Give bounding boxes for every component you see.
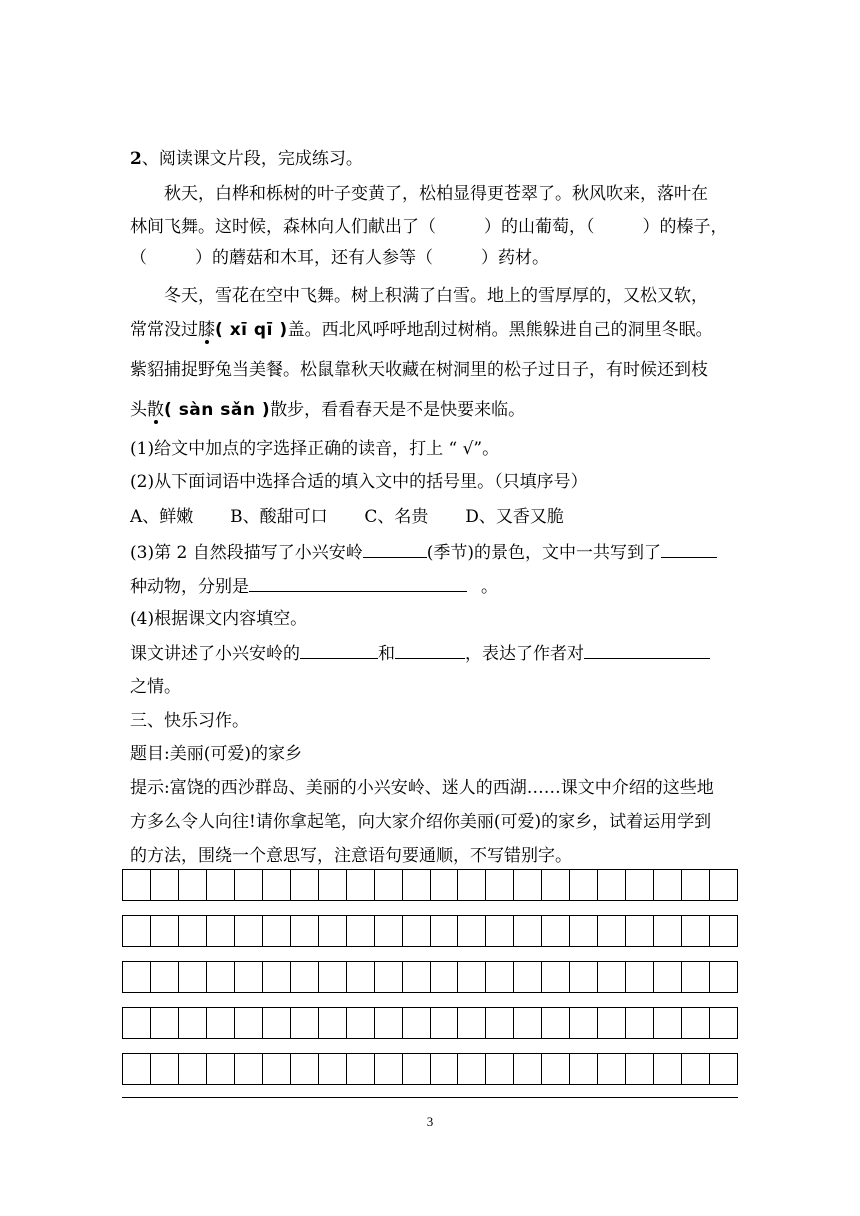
question-2: (2)从下面词语中选择合适的填入文中的括号里。（只填序号） [130,472,588,492]
writing-grid-cell[interactable] [654,1054,682,1085]
essay-hint-line: 的方法，围绕一个意思写，注意语句要通顺，不写错别字。 [130,846,572,866]
option-a: A、鲜嫩 [130,507,194,527]
writing-grid-cell[interactable] [431,1008,459,1039]
question-text: 课文讲述了小兴安岭的 [130,644,300,664]
writing-grid-cell[interactable] [403,870,431,901]
writing-grid-cell[interactable] [403,1054,431,1085]
writing-grid-cell[interactable] [486,870,514,901]
section3-heading: 三、快乐习作。 [130,711,249,731]
writing-grid-cell[interactable] [375,870,403,901]
writing-grid-cell[interactable] [682,916,710,947]
writing-grid-cell[interactable] [431,870,459,901]
writing-grid-cell[interactable] [682,870,710,901]
dotted-character: 散 [147,400,164,420]
writing-grid-cell[interactable] [598,1008,626,1039]
question-text: ，表达了作者对 [465,644,584,664]
writing-grid-cell[interactable] [319,870,347,901]
writing-grid-cell[interactable] [710,1054,738,1085]
writing-grid-cell[interactable] [123,962,151,993]
writing-grid-cell[interactable] [458,962,486,993]
section2-heading-text: 、阅读课文片段，完成练习。 [141,149,363,169]
writing-grid-cell[interactable] [654,1008,682,1039]
writing-grid-cell[interactable] [207,1054,235,1085]
pinyin-options: ( xī qī ) [215,320,288,340]
answer-blank[interactable] [395,640,465,659]
writing-grid-cell[interactable] [403,962,431,993]
question-text: 种动物，分别是 [130,577,249,597]
writing-grid-cell[interactable] [291,962,319,993]
writing-grid-cell[interactable] [542,870,570,901]
writing-grid-cell[interactable] [179,916,207,947]
writing-grid-cell[interactable] [431,962,459,993]
writing-grid-cell[interactable] [514,916,542,947]
writing-grid-cell[interactable] [347,1054,375,1085]
passage-line: 紫貂捕捉野兔当美餐。松鼠靠秋天收藏在树洞里的松子过日子，有时候还到枝 [130,360,708,380]
answer-blank[interactable] [249,573,467,592]
writing-grid-cell[interactable] [542,962,570,993]
writing-grid-cell[interactable] [598,1054,626,1085]
writing-grid-cell[interactable] [403,1008,431,1039]
writing-grid-cell[interactable] [431,916,459,947]
writing-grid-cell[interactable] [235,1054,263,1085]
passage-text: ）的山葡萄，（ [484,217,595,237]
writing-grid-cell[interactable] [654,916,682,947]
writing-grid-cell[interactable] [263,870,291,901]
passage-text: 盖。西北风呼呼地刮过树梢。黑熊躲进自己的洞里冬眠。 [287,320,713,340]
writing-grid-cell[interactable] [682,1054,710,1085]
writing-grid-cell[interactable] [626,870,654,901]
writing-grid-cell[interactable] [570,962,598,993]
question-text: (季节)的景色，文中一共写到了 [426,543,661,563]
section2-number: 2 [130,149,142,169]
question-text: 和 [378,644,395,664]
option-d: D、又香又脆 [465,507,564,527]
writing-grid-cell[interactable] [263,1054,291,1085]
writing-grid-row[interactable] [122,1053,738,1085]
writing-grid-cell[interactable] [458,1054,486,1085]
page-number: 3 [426,1114,434,1129]
writing-grid-cell[interactable] [207,1008,235,1039]
writing-grid-cell[interactable] [151,916,179,947]
passage-line [130,245,740,271]
writing-grid-cell[interactable] [598,916,626,947]
passage-line [130,214,740,240]
writing-grid-cell[interactable] [235,962,263,993]
writing-grid-cell[interactable] [710,870,738,901]
passage-text: ）药材。 [481,248,549,268]
writing-grid-cell[interactable] [458,916,486,947]
writing-grid-cell[interactable] [179,1008,207,1039]
writing-grid-cell[interactable] [570,916,598,947]
passage-line: 秋天，白桦和栎树的叶子变黄了，松柏显得更苍翠了。秋风吹来，落叶在 [164,184,708,204]
writing-grid-row[interactable] [122,1007,738,1039]
writing-grid-cell[interactable] [263,916,291,947]
writing-grid-row[interactable] [122,961,738,993]
writing-grid-cell[interactable] [319,1054,347,1085]
writing-grid-cell[interactable] [486,1008,514,1039]
writing-grid-cell[interactable] [598,962,626,993]
section2-heading [130,146,740,172]
question-4-end: 之情。 [130,677,181,697]
writing-grid-cell[interactable] [654,870,682,901]
writing-grid-row[interactable] [122,915,738,947]
writing-grid-cell[interactable] [319,962,347,993]
writing-grid-cell[interactable] [207,870,235,901]
writing-grid-cell[interactable] [151,962,179,993]
passage-line: 冬天，雪花在空中飞舞。树上积满了白雪。地上的雪厚厚的，又松又软， [164,286,708,306]
word-options [130,504,740,530]
answer-blank[interactable] [300,640,378,659]
answer-blank[interactable] [363,539,427,558]
writing-grid-cell[interactable] [151,1008,179,1039]
writing-grid-cell[interactable] [710,916,738,947]
writing-grid-cell[interactable] [375,1008,403,1039]
writing-grid-cell[interactable] [235,870,263,901]
writing-grid-cell[interactable] [375,962,403,993]
writing-grid-cell[interactable] [710,962,738,993]
question-text: (3)第 2 自然段描写了小兴安岭 [130,543,363,563]
writing-grid-cell[interactable] [207,916,235,947]
writing-grid-cell[interactable] [403,916,431,947]
writing-grid-cell[interactable] [291,870,319,901]
writing-grid-cell[interactable] [626,962,654,993]
passage-line [130,317,740,343]
question-4: (4)根据课文内容填空。 [130,609,308,629]
essay-hint-line: 提示:富饶的西沙群岛、美丽的小兴安岭、迷人的西湖……课文中介绍的这些地 [130,778,714,798]
writing-grid-cell[interactable] [710,1008,738,1039]
question-1: (1)给文中加点的字选择正确的读音，打上 “ √”。 [130,439,500,459]
answer-blank[interactable] [661,539,717,558]
footer-divider [122,1097,738,1098]
writing-grid-cell[interactable] [123,870,151,901]
writing-grid-cell[interactable] [514,1008,542,1039]
passage-text: ）的蘑菇和木耳，还有人参等（ [195,248,433,268]
essay-title: 题目:美丽(可爱)的家乡 [130,744,302,764]
writing-grid-cell[interactable] [458,870,486,901]
writing-grid-cell[interactable] [123,1008,151,1039]
writing-grid-cell[interactable] [179,1054,207,1085]
writing-grid-cell[interactable] [514,962,542,993]
writing-grid-cell[interactable] [542,1054,570,1085]
writing-grid-cell[interactable] [347,870,375,901]
option-c: C、名贵 [364,507,429,527]
writing-grid-cell[interactable] [291,1008,319,1039]
essay-hint-line: 方多么令人向往!请你拿起笔，向大家介绍你美丽(可爱)的家乡，试着运用学到 [130,812,712,832]
writing-grid-cell[interactable] [486,962,514,993]
dotted-character: 膝 [198,320,215,340]
pinyin-options: ( sàn sǎn ) [164,400,271,420]
writing-grid-cell[interactable] [235,916,263,947]
writing-grid-cell[interactable] [235,1008,263,1039]
writing-grid-cell[interactable] [458,1008,486,1039]
writing-grid-cell[interactable] [291,1054,319,1085]
writing-grid-cell[interactable] [263,962,291,993]
writing-grid-cell[interactable] [375,1054,403,1085]
passage-text: 头 [130,400,147,420]
writing-grid-cell[interactable] [682,962,710,993]
option-b: B、酸甜可口 [230,507,328,527]
writing-grid-cell[interactable] [514,870,542,901]
writing-grid-cell[interactable] [431,1054,459,1085]
passage-text: ）的榛子， [642,217,728,237]
writing-grid-cell[interactable] [319,1008,347,1039]
writing-grid-cell[interactable] [514,1054,542,1085]
answer-blank[interactable] [584,640,710,659]
passage-line [130,397,740,423]
question-4-fill [130,640,740,667]
writing-grid-cell[interactable] [263,1008,291,1039]
writing-grid-cell[interactable] [291,916,319,947]
passage-text: （ [130,248,147,268]
writing-grid-cell[interactable] [123,916,151,947]
writing-grid-cell[interactable] [375,916,403,947]
writing-grid-cell[interactable] [486,916,514,947]
passage-text: 林间飞舞。这时候，森林向人们献出了（ [130,217,436,237]
question-text: 。 [481,577,498,597]
writing-grid-cell[interactable] [542,1008,570,1039]
writing-grid-cell[interactable] [486,1054,514,1085]
writing-grid-cell[interactable] [626,1054,654,1085]
writing-grid-cell[interactable] [151,870,179,901]
writing-grid-cell[interactable] [207,962,235,993]
question-3-cont [130,573,740,600]
writing-grid-cell[interactable] [542,916,570,947]
writing-grid-row[interactable] [122,869,738,901]
writing-grid-cell[interactable] [347,1008,375,1039]
writing-grid-cell[interactable] [179,870,207,901]
writing-grid-cell[interactable] [570,1008,598,1039]
writing-grid-cell[interactable] [626,1008,654,1039]
writing-grid-cell[interactable] [598,870,626,901]
writing-grid-cell[interactable] [347,916,375,947]
writing-grid-cell[interactable] [179,962,207,993]
passage-text: 散步，看看春天是不是快要来临。 [270,400,526,420]
question-3 [130,539,740,566]
writing-grid-cell[interactable] [654,962,682,993]
writing-grid-cell[interactable] [319,916,347,947]
writing-grid-cell[interactable] [347,962,375,993]
passage-text: 常常没过 [130,320,198,340]
writing-grid-cell[interactable] [626,916,654,947]
writing-grid-cell[interactable] [570,870,598,901]
writing-grid-cell[interactable] [151,1054,179,1085]
writing-grid-cell[interactable] [570,1054,598,1085]
writing-grid-cell[interactable] [682,1008,710,1039]
writing-grid-cell[interactable] [123,1054,151,1085]
